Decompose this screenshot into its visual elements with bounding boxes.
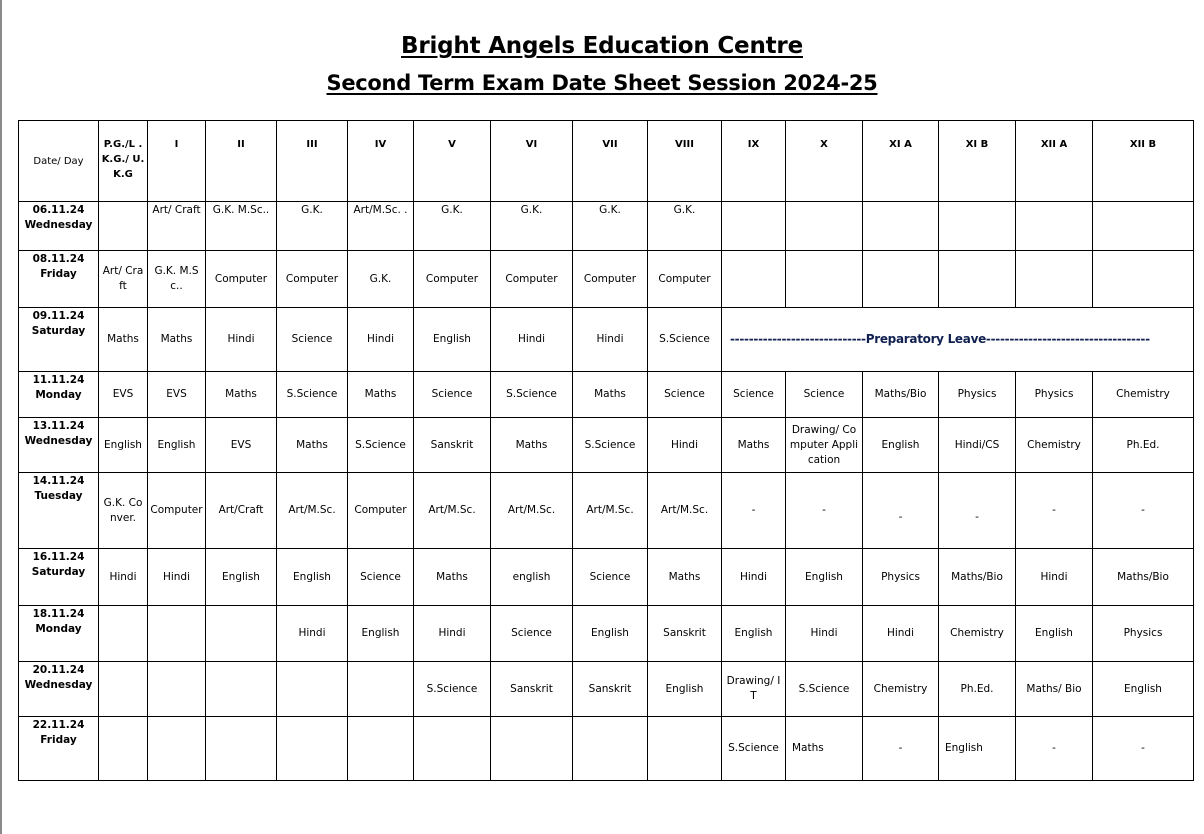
subject-cell: Hindi/CS bbox=[939, 418, 1016, 473]
subject-cell: Science bbox=[786, 372, 863, 418]
exam-day: Saturday bbox=[31, 325, 86, 337]
subject-cell: Art/M.Sc. . bbox=[348, 202, 414, 251]
subject-cell bbox=[939, 202, 1016, 251]
subject-cell: G.K. bbox=[348, 251, 414, 308]
subject-cell: Hindi bbox=[863, 606, 939, 662]
subject-cell: English bbox=[722, 606, 786, 662]
subject-cell: Art/ Craft bbox=[148, 202, 206, 251]
subject-cell bbox=[1093, 251, 1194, 308]
header-class-iii: III bbox=[277, 121, 348, 202]
subject-cell bbox=[348, 717, 414, 781]
subject-cell: English bbox=[206, 549, 277, 606]
exam-date: 06.11.24 bbox=[32, 204, 85, 216]
date-day-cell bbox=[19, 717, 99, 781]
subject-cell: G.K. M.Sc.. bbox=[206, 202, 277, 251]
subject-cell: Sanskrit bbox=[414, 418, 491, 473]
subject-cell: S.Science bbox=[491, 372, 573, 418]
subject-cell: - bbox=[1093, 717, 1194, 781]
exam-day: Wednesday bbox=[24, 435, 93, 447]
date-day-cell bbox=[19, 473, 99, 549]
header-class-iv: IV bbox=[348, 121, 414, 202]
subject-cell: English bbox=[414, 308, 491, 372]
subject-cell bbox=[99, 606, 148, 662]
subject-cell: Computer bbox=[491, 251, 573, 308]
table-row bbox=[19, 662, 1194, 717]
preparatory-leave-note: -----------------------------Preparatory Leave----------------------------------- bbox=[722, 308, 1194, 372]
subject-cell: S.Science bbox=[573, 418, 648, 473]
header-class-xi-b: XI B bbox=[939, 121, 1016, 202]
table-row bbox=[19, 418, 1194, 473]
subject-cell bbox=[148, 606, 206, 662]
subject-cell bbox=[939, 251, 1016, 308]
subject-cell bbox=[206, 662, 277, 717]
subject-cell: Chemistry bbox=[939, 606, 1016, 662]
subject-cell: Maths/Bio bbox=[939, 549, 1016, 606]
exam-date: 14.11.24 bbox=[32, 475, 85, 487]
header-class-v: V bbox=[414, 121, 491, 202]
subject-cell: Maths/Bio bbox=[863, 372, 939, 418]
subject-cell bbox=[277, 717, 348, 781]
subject-cell: Art/ Craft bbox=[99, 251, 148, 308]
subject-cell bbox=[1093, 202, 1194, 251]
table-row bbox=[19, 202, 1194, 251]
subject-cell: Maths bbox=[722, 418, 786, 473]
exam-date: 13.11.24 bbox=[32, 420, 85, 432]
subject-cell: Art/M.Sc. bbox=[573, 473, 648, 549]
subject-cell bbox=[1016, 251, 1093, 308]
subject-cell: Drawing/ IT bbox=[722, 662, 786, 717]
subject-cell: Physics bbox=[1093, 606, 1194, 662]
subject-cell: S.Science bbox=[648, 308, 722, 372]
subject-cell: Maths bbox=[786, 717, 863, 781]
subject-cell: Computer bbox=[148, 473, 206, 549]
subject-cell: Hindi bbox=[786, 606, 863, 662]
subject-cell: Sanskrit bbox=[648, 606, 722, 662]
subject-cell: Sanskrit bbox=[491, 662, 573, 717]
exam-day: Monday bbox=[35, 623, 82, 635]
subject-cell: Maths/ Bio bbox=[1016, 662, 1093, 717]
subject-cell: Chemistry bbox=[1016, 418, 1093, 473]
subject-cell bbox=[1016, 202, 1093, 251]
exam-date: 18.11.24 bbox=[32, 608, 85, 620]
subject-cell: Science bbox=[573, 549, 648, 606]
subject-cell: - bbox=[863, 717, 939, 781]
subject-cell: English bbox=[786, 549, 863, 606]
subject-cell: Art/M.Sc. bbox=[414, 473, 491, 549]
table-row bbox=[19, 606, 1194, 662]
subject-cell bbox=[348, 662, 414, 717]
subject-cell: Maths bbox=[148, 308, 206, 372]
subject-cell bbox=[148, 717, 206, 781]
exam-date: 22.11.24 bbox=[32, 719, 85, 731]
subject-cell: English bbox=[1093, 662, 1194, 717]
exam-day: Saturday bbox=[31, 566, 86, 578]
header-class-i: I bbox=[148, 121, 206, 202]
subject-cell: EVS bbox=[206, 418, 277, 473]
subject-cell: Maths bbox=[348, 372, 414, 418]
exam-day: Wednesday bbox=[24, 219, 93, 231]
subject-cell: Computer bbox=[206, 251, 277, 308]
table-row bbox=[19, 473, 1194, 549]
header-class-x: X bbox=[786, 121, 863, 202]
subject-cell bbox=[786, 251, 863, 308]
subject-cell bbox=[99, 662, 148, 717]
subject-cell: Hindi bbox=[277, 606, 348, 662]
header-class-xi-a: XI A bbox=[863, 121, 939, 202]
subject-cell: Computer bbox=[648, 251, 722, 308]
subject-cell bbox=[786, 202, 863, 251]
subject-cell: Maths bbox=[277, 418, 348, 473]
subject-cell: Hindi bbox=[348, 308, 414, 372]
table-row bbox=[19, 251, 1194, 308]
subject-cell: Art/Craft bbox=[206, 473, 277, 549]
subject-cell: EVS bbox=[148, 372, 206, 418]
exam-day: Friday bbox=[40, 734, 77, 746]
subject-cell: Hindi bbox=[414, 606, 491, 662]
exam-day: Tuesday bbox=[34, 490, 83, 502]
subject-cell: G.K. bbox=[414, 202, 491, 251]
subject-cell: Drawing/ Computer Application bbox=[786, 418, 863, 473]
subject-cell: G.K. Conver. bbox=[99, 473, 148, 549]
table-row bbox=[19, 549, 1194, 606]
subject-cell bbox=[277, 662, 348, 717]
subject-cell: English bbox=[1016, 606, 1093, 662]
exam-date: 09.11.24 bbox=[32, 310, 85, 322]
subject-cell: Maths bbox=[491, 418, 573, 473]
subject-cell: G.K. M.Sc.. bbox=[148, 251, 206, 308]
subject-cell: Computer bbox=[414, 251, 491, 308]
date-day-cell bbox=[19, 372, 99, 418]
exam-day: Monday bbox=[35, 389, 82, 401]
subject-cell: Ph.Ed. bbox=[1093, 418, 1194, 473]
header-class-vii: VII bbox=[573, 121, 648, 202]
subject-cell: Art/M.Sc. bbox=[277, 473, 348, 549]
subject-cell: Science bbox=[491, 606, 573, 662]
subject-cell: Science bbox=[277, 308, 348, 372]
document-title: Bright Angels Education Centre bbox=[401, 33, 803, 59]
subject-cell: G.K. bbox=[277, 202, 348, 251]
window-left-edge bbox=[0, 0, 2, 834]
subject-cell: Computer bbox=[573, 251, 648, 308]
exam-date: 08.11.24 bbox=[32, 253, 85, 265]
subject-cell: Hindi bbox=[1016, 549, 1093, 606]
document-subtitle: Second Term Exam Date Sheet Session 2024-25 bbox=[326, 71, 878, 95]
subject-cell: Maths bbox=[99, 308, 148, 372]
subject-cell: Maths bbox=[573, 372, 648, 418]
subject-cell: S.Science bbox=[348, 418, 414, 473]
subject-cell: S.Science bbox=[414, 662, 491, 717]
exam-day: Friday bbox=[40, 268, 77, 280]
subject-cell bbox=[414, 717, 491, 781]
subject-cell: English bbox=[863, 418, 939, 473]
subject-cell bbox=[863, 251, 939, 308]
subject-cell: English bbox=[99, 418, 148, 473]
subject-cell: S.Science bbox=[277, 372, 348, 418]
subject-cell: English bbox=[573, 606, 648, 662]
exam-date: 16.11.24 bbox=[32, 551, 85, 563]
subject-cell: Maths bbox=[414, 549, 491, 606]
subject-cell: EVS bbox=[99, 372, 148, 418]
subject-cell: - bbox=[1016, 717, 1093, 781]
subject-cell: Computer bbox=[348, 473, 414, 549]
subject-cell: Science bbox=[348, 549, 414, 606]
subject-cell: Chemistry bbox=[1093, 372, 1194, 418]
header-class-pg-lkg-ukg: P.G./L .K.G./ U.K.G bbox=[99, 121, 148, 202]
table-row bbox=[19, 717, 1194, 781]
subject-cell bbox=[148, 662, 206, 717]
subject-cell: - bbox=[1093, 473, 1194, 549]
subject-cell: Physics bbox=[939, 372, 1016, 418]
subject-cell: Physics bbox=[1016, 372, 1093, 418]
date-day-cell bbox=[19, 606, 99, 662]
subject-cell: - bbox=[939, 473, 1016, 549]
subject-cell: G.K. bbox=[573, 202, 648, 251]
subject-cell: G.K. bbox=[491, 202, 573, 251]
header-class-xii-b: XII B bbox=[1093, 121, 1194, 202]
subject-cell bbox=[99, 202, 148, 251]
subject-cell bbox=[722, 202, 786, 251]
subject-cell: Science bbox=[414, 372, 491, 418]
subject-cell: Physics bbox=[863, 549, 939, 606]
header-row bbox=[19, 121, 1194, 202]
subject-cell: Hindi bbox=[148, 549, 206, 606]
subject-cell: English bbox=[277, 549, 348, 606]
date-sheet-table bbox=[18, 120, 1194, 781]
subject-cell bbox=[722, 251, 786, 308]
subject-cell: English bbox=[648, 662, 722, 717]
subject-cell: Maths bbox=[648, 549, 722, 606]
header-class-ix: IX bbox=[722, 121, 786, 202]
subject-cell bbox=[863, 202, 939, 251]
subject-cell: G.K. bbox=[648, 202, 722, 251]
subject-cell: Maths/Bio bbox=[1093, 549, 1194, 606]
subject-cell: Ph.Ed. bbox=[939, 662, 1016, 717]
header-class-ii: II bbox=[206, 121, 277, 202]
subject-cell: Maths bbox=[206, 372, 277, 418]
header-class-viii: VIII bbox=[648, 121, 722, 202]
subject-cell bbox=[648, 717, 722, 781]
date-day-cell bbox=[19, 662, 99, 717]
subject-cell bbox=[206, 606, 277, 662]
exam-date: 11.11.24 bbox=[32, 374, 85, 386]
subject-cell: S.Science bbox=[722, 717, 786, 781]
header-date-day: Date/ Day bbox=[19, 121, 99, 202]
subject-cell: Art/M.Sc. bbox=[491, 473, 573, 549]
subject-cell: Science bbox=[648, 372, 722, 418]
subject-cell: Hindi bbox=[99, 549, 148, 606]
subject-cell: english bbox=[491, 549, 573, 606]
header-class-xii-a: XII A bbox=[1016, 121, 1093, 202]
date-day-cell bbox=[19, 549, 99, 606]
table-row bbox=[19, 308, 1194, 372]
subject-cell bbox=[573, 717, 648, 781]
subject-cell bbox=[99, 717, 148, 781]
subject-cell: Computer bbox=[277, 251, 348, 308]
subject-cell: S.Science bbox=[786, 662, 863, 717]
subject-cell: Hindi bbox=[648, 418, 722, 473]
subject-cell: - bbox=[786, 473, 863, 549]
subject-cell: - bbox=[863, 473, 939, 549]
subject-cell bbox=[491, 717, 573, 781]
subject-cell: Art/M.Sc. bbox=[648, 473, 722, 549]
subject-cell: Hindi bbox=[573, 308, 648, 372]
subject-cell: Science bbox=[722, 372, 786, 418]
date-day-cell bbox=[19, 251, 99, 308]
subject-cell bbox=[206, 717, 277, 781]
subject-cell: Hindi bbox=[491, 308, 573, 372]
date-day-cell bbox=[19, 308, 99, 372]
subject-cell: Chemistry bbox=[863, 662, 939, 717]
subject-cell: Sanskrit bbox=[573, 662, 648, 717]
subject-cell: Hindi bbox=[206, 308, 277, 372]
exam-day: Wednesday bbox=[24, 679, 93, 691]
header-class-vi: VI bbox=[491, 121, 573, 202]
date-day-cell bbox=[19, 418, 99, 473]
date-day-cell bbox=[19, 202, 99, 251]
exam-date: 20.11.24 bbox=[32, 664, 85, 676]
subject-cell: English bbox=[348, 606, 414, 662]
subject-cell: - bbox=[722, 473, 786, 549]
subject-cell: - bbox=[1016, 473, 1093, 549]
subject-cell: Hindi bbox=[722, 549, 786, 606]
subject-cell: English bbox=[148, 418, 206, 473]
subject-cell: English bbox=[939, 717, 1016, 781]
table-row bbox=[19, 372, 1194, 418]
